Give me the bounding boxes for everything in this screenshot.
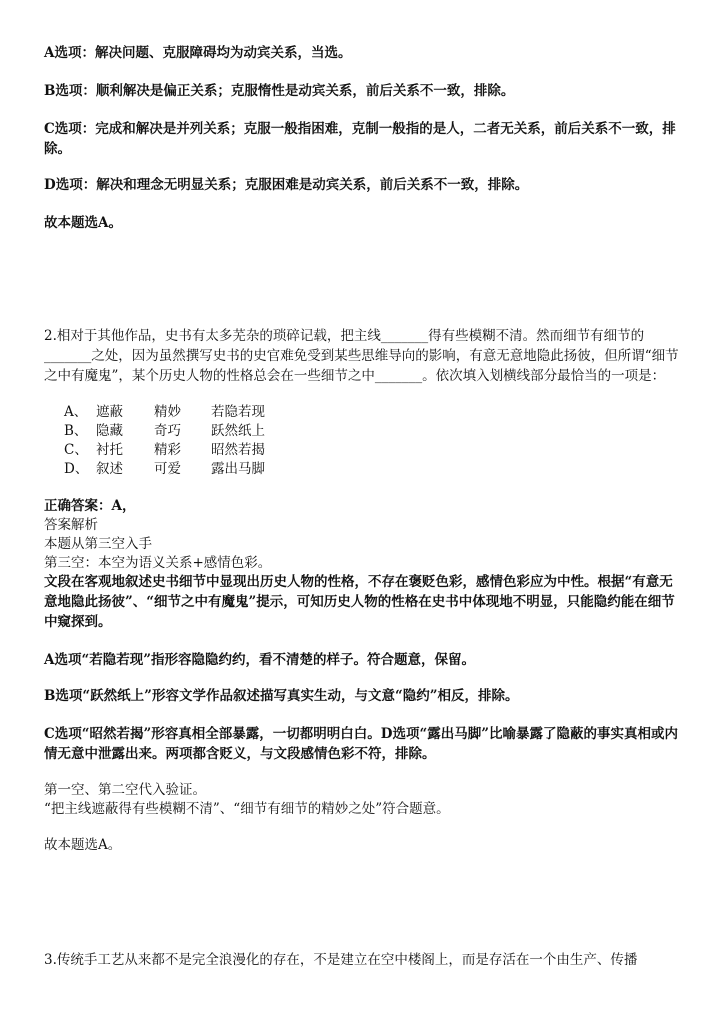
question-2-option-c bbox=[64, 440, 564, 460]
option-word-2: 可爱 bbox=[154, 461, 181, 477]
option-word-1: 衬托 bbox=[96, 442, 123, 458]
option-word-3: 跃然纸上 bbox=[211, 423, 265, 439]
option-word-1: 叙述 bbox=[96, 461, 123, 477]
verify-heading: 第一空、第二空代入验证。 bbox=[44, 782, 206, 798]
option-word-3: 若隐若现 bbox=[211, 404, 265, 420]
analysis-title: 答案解析 bbox=[44, 517, 98, 533]
third-blank-detail: 文段在客观地叙述史书细节中显现出历史人物的性格，不存在褒贬色彩，感情色彩应为中性。根据“有意无意地隐此扬彼”、“细节之中有魔鬼”提示，可知历史人物的性格在史书中体现地不明显，只能隐约能在细节中窥探到。 bbox=[44, 574, 675, 630]
option-label: A、 bbox=[64, 404, 88, 420]
correct-answer: 正确答案：A， bbox=[44, 498, 136, 514]
option-a-analysis: A选项“若隐若现”指形容隐隐约约，看不清楚的样子。符合题意，保留。 bbox=[44, 652, 476, 668]
question-2-conclusion: 故本题选A。 bbox=[44, 837, 122, 853]
question-2-stem: 2.相对于其他作品，史书有太多芜杂的琐碎记载，把主线_______得有些模糊不清。然而细节有细节的_______之处，因为虽然撰写史书的史官难免受到某些思维导向的影响，有意无意地隐此扬彼，但所谓“细节之中有魔鬼”，某个历史人物的性格总会在一些细节之中_______。依次填入划横线部分最恰当的一项是： bbox=[44, 328, 679, 384]
question-3-stem: 3.传统手工艺从来都不是完全浪漫化的存在，不是建立在空中楼阁上，而是存活在一个由生产、传播 bbox=[44, 952, 638, 968]
question-2-option-b bbox=[64, 421, 564, 441]
option-word-3: 露出马脚 bbox=[211, 461, 265, 477]
option-word-1: 遮蔽 bbox=[96, 404, 123, 420]
prev-option-a-analysis: A选项：解决问题、克服障碍均为动宾关系，当选。 bbox=[44, 45, 352, 61]
option-b-analysis: B选项“跃然纸上”形容文学作品叙述描写真实生动，与文意“隐约”相反，排除。 bbox=[44, 688, 519, 704]
option-word-2: 奇巧 bbox=[154, 423, 181, 439]
option-word-3: 昭然若揭 bbox=[211, 442, 265, 458]
verify-detail: “把主线遮蔽得有些模糊不清”、“细节有细节的精妙之处”符合题意。 bbox=[44, 801, 450, 817]
option-label: D、 bbox=[64, 461, 89, 477]
question-2-option-a bbox=[64, 402, 564, 422]
option-label: C、 bbox=[64, 442, 88, 458]
question-2-option-d bbox=[64, 459, 564, 479]
option-word-2: 精彩 bbox=[154, 442, 181, 458]
option-word-2: 精妙 bbox=[154, 404, 181, 420]
option-cd-analysis: C选项“昭然若揭”形容真相全部暴露，一切都明明白白。D选项“露出马脚”比喻暴露了隐蔽的事实真相或内情无意中泄露出来。两项都含贬义，与文段感情色彩不符，排除。 bbox=[44, 726, 679, 762]
prev-conclusion: 故本题选A。 bbox=[44, 215, 122, 231]
prev-option-d-analysis: D选项：解决和理念无明显关系；克服困难是动宾关系，前后关系不一致，排除。 bbox=[44, 177, 529, 193]
option-word-1: 隐藏 bbox=[96, 423, 123, 439]
option-label: B、 bbox=[64, 423, 88, 439]
analysis-start: 本题从第三空入手 bbox=[44, 536, 152, 552]
third-blank-heading: 第三空：本空为语义关系+感情色彩。 bbox=[44, 555, 272, 571]
prev-option-b-analysis: B选项：顺利解决是偏正关系；克服惰性是动宾关系，前后关系不一致，排除。 bbox=[44, 83, 515, 99]
prev-option-c-analysis: C选项：完成和解决是并列关系；克服一般指困难，克制一般指的是人，二者无关系，前后关系不一致，排除。 bbox=[44, 121, 676, 157]
